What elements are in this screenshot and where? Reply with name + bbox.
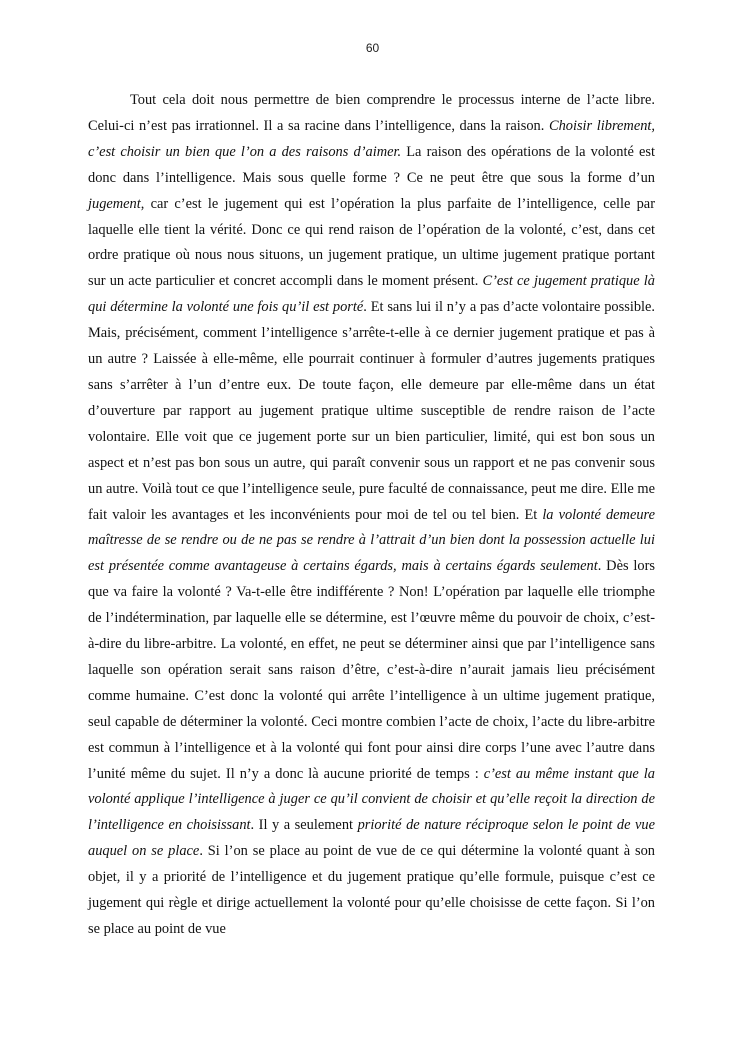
text-run: . Dès lors que va faire la volonté ? Va-t-elle être indifférente ? Non! L’opération par laquelle elle triomphe de l’indétermination, par laquelle elle se détermine, est l’œuvre même du pouvoir de choix, c’est-à-dire du libre-arbitre. La volonté, en effet, ne peut se déterminer ainsi que par l’intelligence sans laquelle son opération serait sans raison d’être, c’est-à-dire n’aurait jamais lieu précisément comme humaine. C’est donc la volonté qui arrête l’intelligence à un ultime jugement pratique, seul capable de déterminer la volonté. Ceci montre combien l’acte de choix, l’acte du libre-arbitre est commun à l’intelligence et à la volonté qui font pour ainsi dire corps l’une avec l’autre dans l’unité même du sujet. Il n’y a donc là aucune priorité de temps : [88,558,655,782]
text-run: , car c’est le jugement qui est l’opération la plus parfaite de l’intelligence, celle par laquelle elle tient la vérité. Donc ce qui rend raison de l’opération de la volonté, c’est, dans cet ordre pratique où nous nous situons, un jugement pratique, un ultime jugement pratique portant sur un acte particulier et concret accompli dans le moment présent. [88,195,655,290]
text-run: . Il y a seulement [250,817,358,834]
italic-run: la volonté demeure maîtresse de se rendre ou de ne pas se rendre à l’attrait d’un bien dont la possession actuelle lui est présentée comme avantageuse à certains égards, mais à certains égards seulement [88,506,655,575]
italic-run: Choisir librement, c’est choisir un bien que l’on a des raisons d’aimer. [88,117,655,160]
body-paragraph [88,88,655,943]
text-run: . Si l’on se place au point de vue de ce qui détermine la volonté quant à son objet, il y a priorité de l’intelligence et du jugement pratique qu’elle formule, puisque c’est ce jugement qui règle et dirige actuellement la volonté pour qu’elle choisisse de cette façon. Si l’on se place au point de vue [88,843,655,937]
text-run: La raison des opérations de la volonté est donc dans l’intelligence. Mais sous quelle forme ? Ce ne peut être que sous la forme d’un [88,143,655,186]
text-run: Tout cela doit nous permettre de bien comprendre le processus interne de l’acte libre. Celui-ci n’est pas irrationnel. Il a sa racine dans l’intelligence, dans la raison. [88,92,655,134]
text-run: . Et sans lui il n’y a pas d’acte volontaire possible. Mais, précisément, comment l’intelligence s’arrête-t-elle à ce dernier jugement pratique et pas à un autre ? Laissée à elle-même, elle pourrait continuer à formuler d’autres jugements pratiques sans s’arrêter à l’un d’entre eux. De toute façon, elle demeure par elle-même dans un état d’ouverture par rapport au jugement pratique ultime susceptible de rendre raison de l’acte volontaire. Elle voit que ce jugement porte sur un bien particulier, limité, qui est bon sous un aspect et n’est pas bon sous un autre, qui paraît convenir sous un rapport et ne pas convenir sous un autre. Voilà tout ce que l’intelligence seule, pure faculté de connaissance, peut me dire. Elle me fait valoir les avantages et les inconvénients pour moi de tel ou tel bien. Et [88,299,655,523]
italic-run: c’est au même instant que la volonté applique l’intelligence à juger ce qu’il convient de choisir et qu’elle reçoit la direction de l’intelligence en choisissant [88,765,655,834]
italic-run: priorité de nature réciproque selon le point de vue auquel on se place [88,817,655,860]
italic-run: C’est ce jugement pratique là qui détermine la volonté une fois qu’il est porté [88,273,655,316]
page-number: 60 [365,41,380,55]
italic-run: jugement [88,195,141,212]
